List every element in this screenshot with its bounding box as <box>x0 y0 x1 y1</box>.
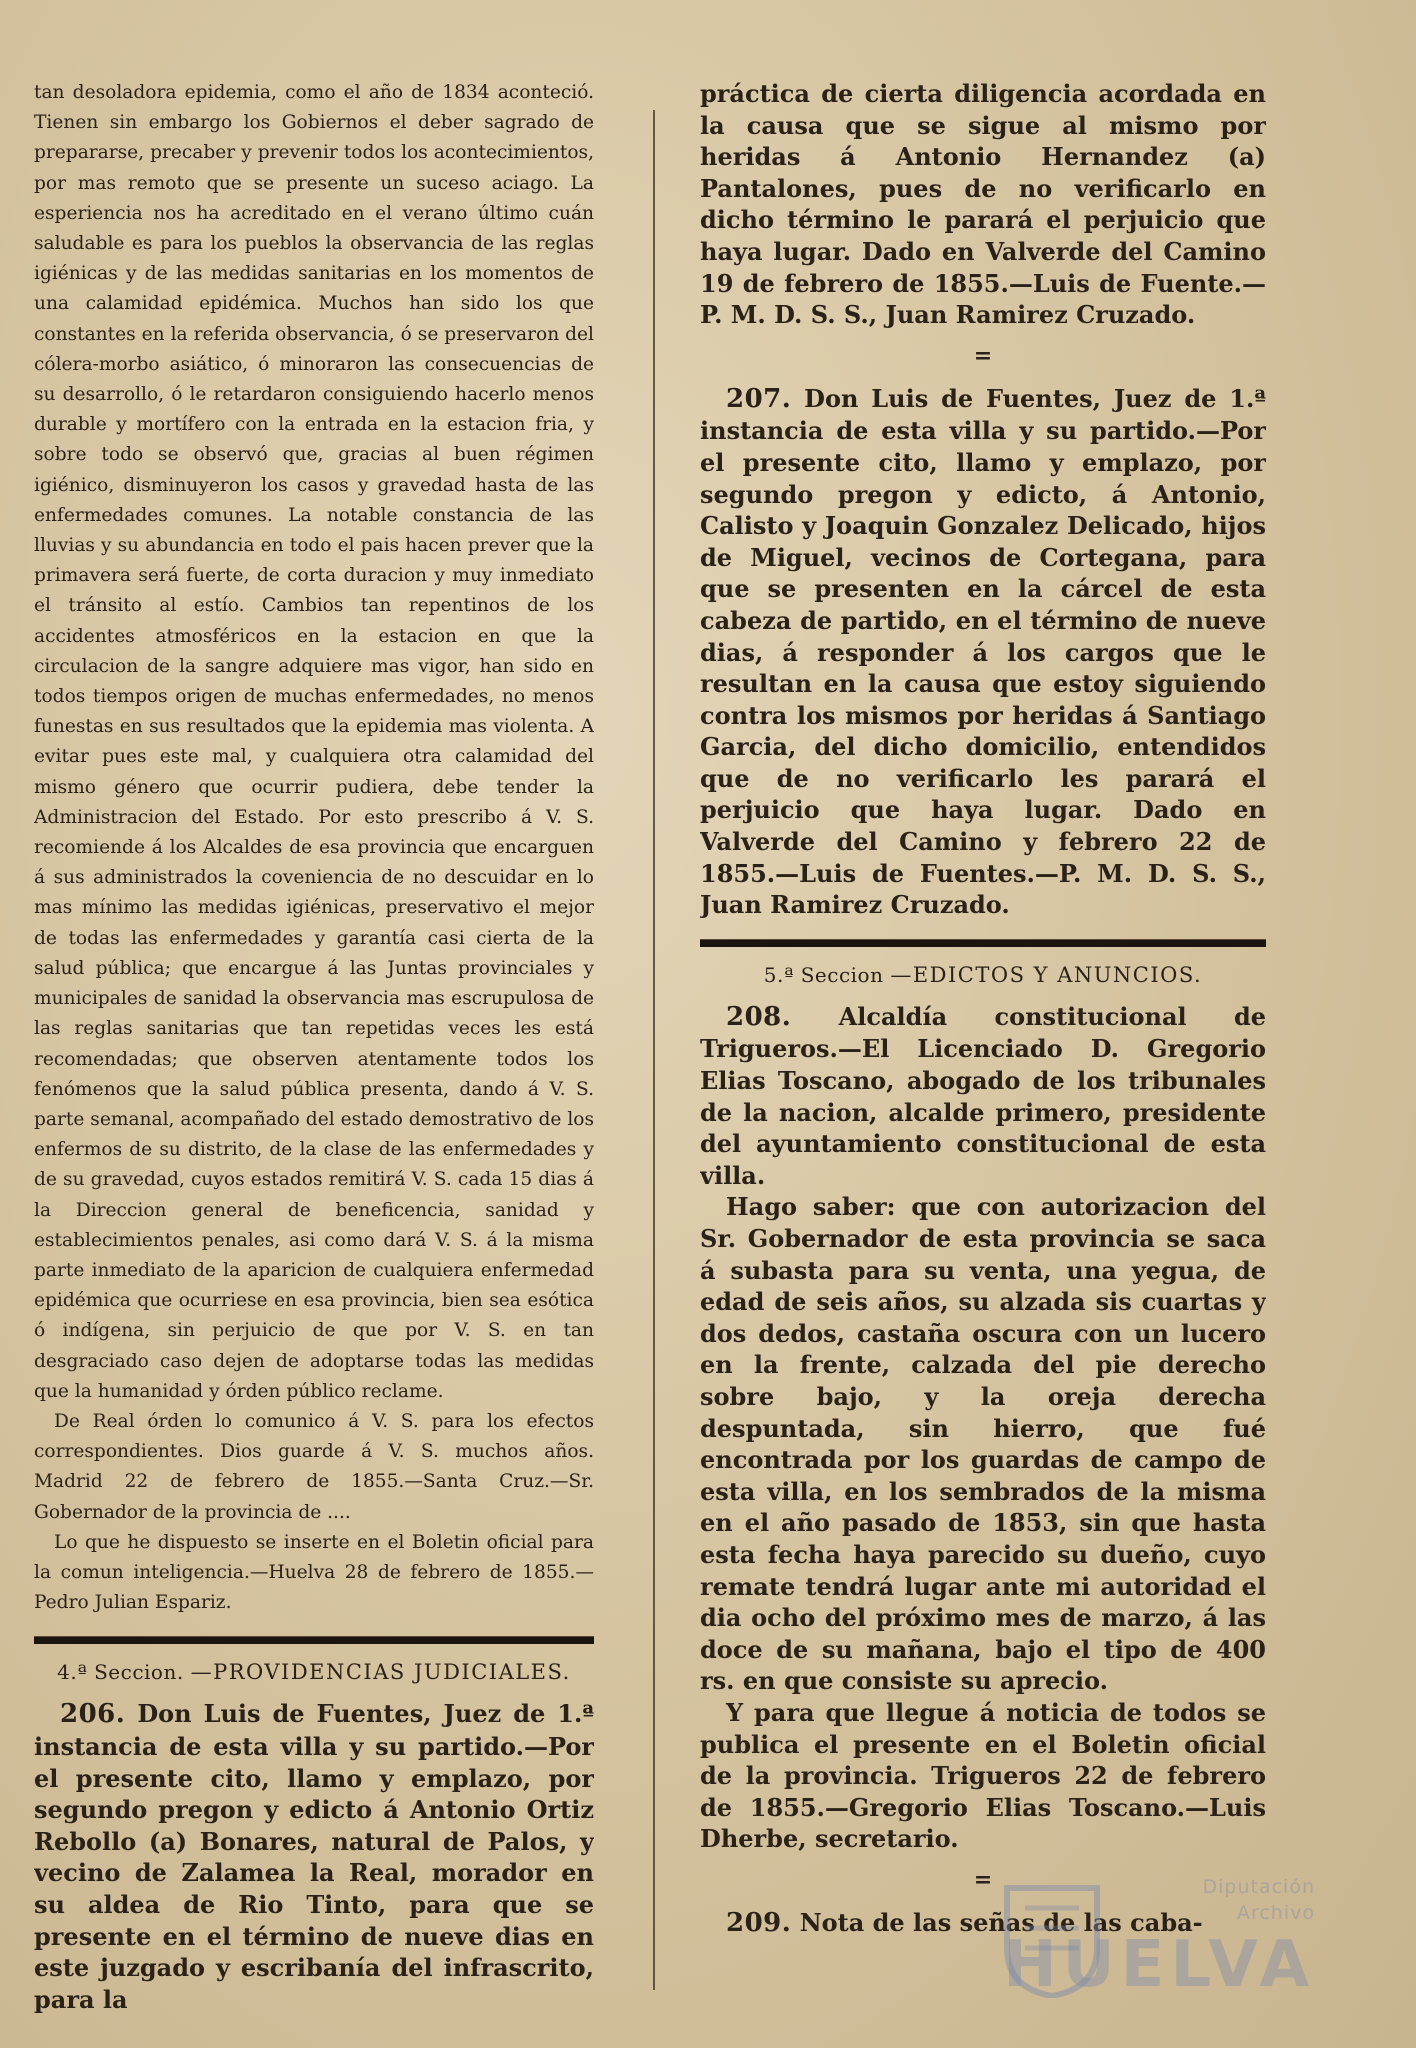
watermark-line: Diputación <box>1202 1876 1315 1898</box>
edict-text: Alcaldía constitucional de Trigueros.—El Licenciado D. Gregorio Elias Toscano, abogado de los tribunales de la nacion, alcalde primero, presidente del ayuntamiento constitucional de esta villa. <box>700 1001 1266 1190</box>
separator: = <box>973 342 993 369</box>
edict-number: 208. <box>726 1001 792 1032</box>
section-number: 4.ª Seccion. <box>57 1660 184 1685</box>
watermark-title: HUELVA <box>1003 1928 1315 2002</box>
column-rule <box>653 110 655 1990</box>
royal-order-closing: De Real órden lo comunico á V. S. para los efectos correspondientes. Dios guarde á V. S. muchos años. Madrid 22 de febrero de 1855.—Santa Cruz.—Sr. Gobernador de la provincia de .... <box>34 1410 594 1523</box>
section-divider <box>700 939 1266 947</box>
edict-208-paragraph: Y para que llegue á noticia de todos se publica el presente en el Boletin oficial de la provincia. Trigueros 22 de febrero de 1855.—Gregorio Elias Toscano.—Luis Dherbe, secretario. <box>700 1697 1266 1854</box>
edict-number: 207. <box>726 383 792 414</box>
separator: = <box>973 1866 993 1893</box>
edict-208 <box>700 1001 1266 1192</box>
section-divider <box>34 1636 594 1644</box>
archive-watermark <box>985 1868 1315 2018</box>
section-number: 5.ª Seccion <box>763 962 884 987</box>
left-column <box>34 78 594 2038</box>
edict-207 <box>700 383 1266 921</box>
royal-order-paragraph: tan desoladora epidemia, como el año de 1834 aconteció. Tienen sin embargo los Gobiernos el deber sagrado de prepararse, precaber y prevenir todos los acontecimientos, por mas remoto que se presente un suceso aciago. La esperiencia nos ha acreditado en el verano último cuán saludable es para los pueblos la observancia de las reglas igiénicas y de las medidas sanitarias en los momentos de una calamidad epidémica. Muchos han sido los que constantes en la referida observancia, ó se preservaron del cólera-morbo asiático, ó minoraron las consecuencias de su desarrollo, ó le retardaron consiguiendo hacerlo menos durable y mortífero con la entrada en la estacion fria, y sobre todo se observó que, gracias al buen régimen igiénico, disminuyeron los casos y gravedad hasta de las enfermedades comunes. La notable constancia de las lluvias y su abundancia en todo el pais hacen prever que la primavera será fuerte, de corta duracion y muy inmediato el tránsito al estío. Cambios tan repentinos de los accidentes atmosféricos en la estacion en que la circulacion de la sangre adquiere mas vigor, han sido en todos tiempos origen de muchas enfermedades, no menos funestas en sus resultados que la epidemia mas violenta. A evitar pues este mal, y cualquiera otra calamidad del mismo género que ocurrir pudiera, debe tender la Administracion del Estado. Por esto prescribo á V. S. recomiende á los Alcaldes de esa provincia que encarguen á sus administrados la coveniencia de no descuidar en lo mas mínimo las medidas igiénicas, preservativo el mejor de todas las enfermedades y garantía casi cierta de la salud pública; que encargue á las Juntas provinciales y municipales de sanidad la observancia mas escrupulosa de las reglas sanitarias que tan repetidas veces les está recomendadas; que observen atentamente todos los fenómenos que la salud pública presenta, dando á V. S. parte semanal, acompañado del estado demostrativo de los enfermos de su distrito, de la clase de las enfermedades y de su gravedad, cuyos estados remitirá V. S. cada 15 dias á la Direccion general de beneficencia, sanidad y establecimientos penales, asi como dará V. S. á la misma parte inmediato de la aparicion de cualquiera enfermedad epidémica que ocurriese en esa provincia, bien sea esótica ó indígena, sin perjuicio de que por V. S. en tan desgraciado caso dejen de adoptarse todas las medidas que la humanidad y órden público reclame. <box>34 82 594 1402</box>
watermark-line: Archivo <box>1236 1902 1315 1924</box>
section-name: —PROVIDENCIAS JUDICIALES. <box>190 1660 571 1685</box>
edict-208-paragraph: Hago saber: que con autorizacion del Sr. Gobernador de esta provincia se saca á subasta para su venta, una yegua, de edad de seis años, su alzada sis cuartas y dos dedos, castaña oscura con un lucero en la frente, calzada del pie derecho sobre bajo, y la oreja derecha despuntada, sin hierro, que fué encontrada por los guardas de campo de esta villa, en los sembrados de la misma en el año pasado de 1853, sin que hasta esta fecha haya parecido su dueño, cuyo remate tendrá lugar ante mi autoridad el dia ocho del próximo mes de marzo, á las doce de su mañana, bajo el tipo de 400 rs. en que consiste su aprecio. <box>700 1192 1266 1696</box>
section-name: —EDICTOS Y ANUNCIOS. <box>890 962 1203 987</box>
edict-206 <box>34 1698 594 2015</box>
governor-note: Lo que he dispuesto se inserte en el Boletin oficial para la comun inteligencia.—Huelva 28 de febrero de 1855.—Pedro Julian Espariz. <box>34 1531 594 1614</box>
edict-206-continuation: práctica de cierta diligencia acordada en la causa que se sigue al mismo por heridas á Antonio Hernandez (a) Pantalones, pues de no verificarlo en dicho término le parará el perjuicio que haya lugar. Dado en Valverde del Camino 19 de febrero de 1855.—Luis de Fuente.—P. M. D. S. S., Juan Ramirez Cruzado. <box>700 79 1266 330</box>
edict-number: 209. <box>726 1907 792 1938</box>
edict-number: 206. <box>60 1699 126 1730</box>
edict-text: Nota de las señas de las caba- <box>799 1907 1203 1937</box>
edict-text: Don Luis de Fuentes, Juez de 1.ª instancia de esta villa y su partido.—Por el presente cito, llamo y emplazo, por segundo pregon y edicto, á Antonio, Calisto y Joaquin Gonzalez Delicado, hijos de Miguel, vecinos de Cortegana, para que se presenten en la cárcel de esta cabeza de partido, en el término de nueve dias, á responder á los cargos que le resultan en la causa que estoy siguiendo contra los mismos por heridas á Santiago Garcia, del dicho domicilio, entendidos que de no verificarlo les parará el perjuicio que haya lugar. Dado en Valverde del Camino y febrero 22 de 1855.—Luis de Fuentes.—P. M. D. S. S., Juan Ramirez Cruzado. <box>700 383 1266 920</box>
right-column <box>700 78 1266 2038</box>
section-4-heading <box>34 1660 594 1684</box>
edict-text: Don Luis de Fuentes, Juez de 1.ª instancia de esta villa y su partido.—Por el presente cito, llamo y emplazo, por segundo pregon y edicto á Antonio Ortiz Rebollo (a) Bonares, natural de Palos, y vecino de Zalamea la Real, morador en su aldea de Rio Tinto, para que se presente en el término de nueve dias en este juzgado y escribanía del infrascrito, para la <box>34 1699 594 2014</box>
section-5-heading <box>700 963 1266 987</box>
